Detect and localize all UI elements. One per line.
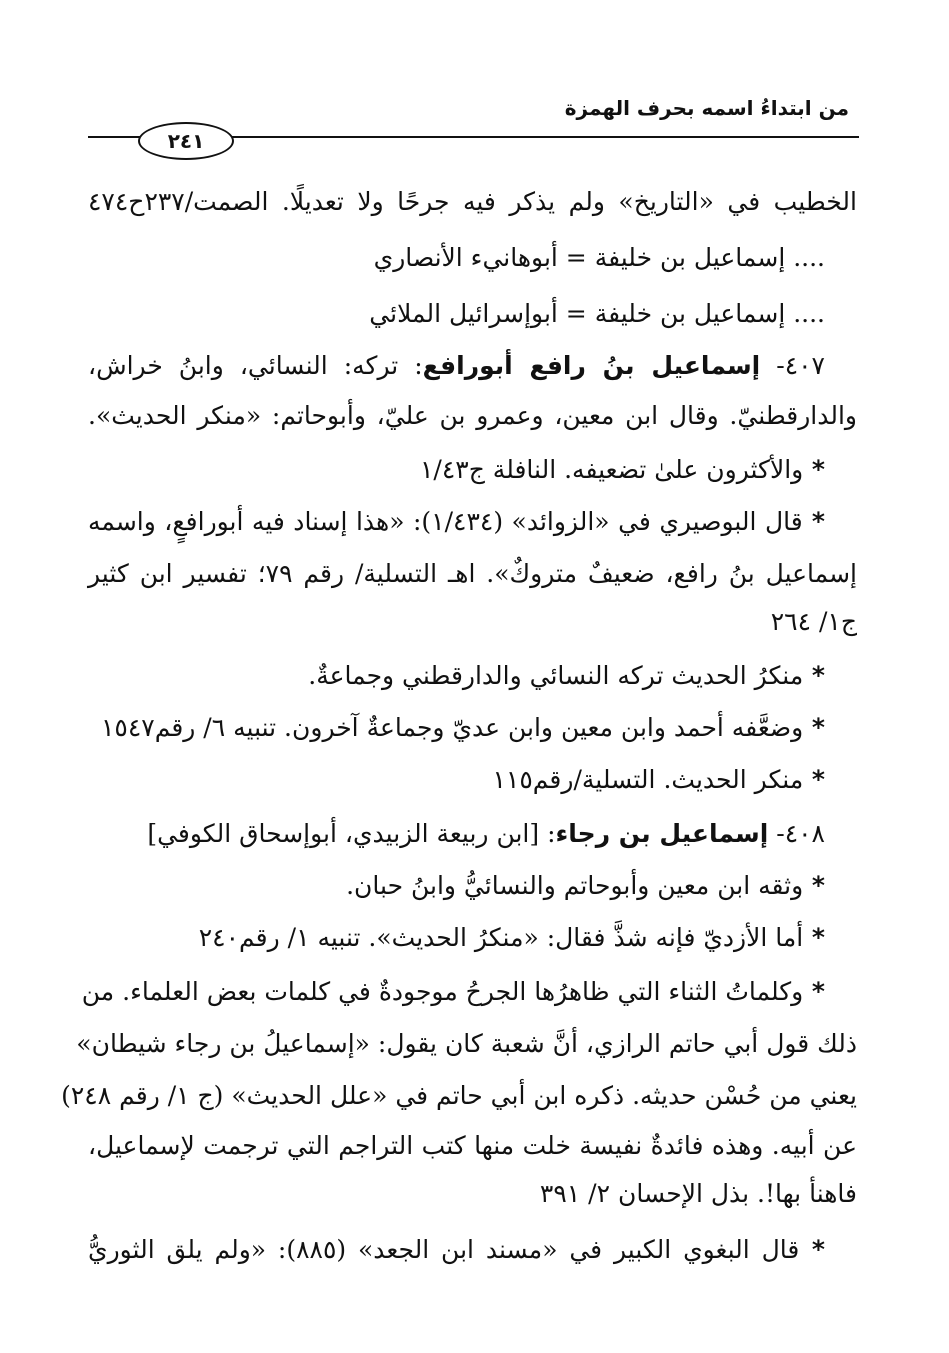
bullet-line: * منكر الحديث. التسلية/رقم١١٥ (492, 765, 825, 794)
narrator-name: إسماعيل بن رجاء (555, 819, 769, 848)
text-line: يعني من حُسْن حديثه. ذكره ابن أبي حاتم في «علل الحديث» (ج ١/ رقم ٢٤٨) (61, 1081, 857, 1110)
bullet-line: * قال البوصيري في «الزوائد» (١/٤٣٤): «هذا إسناد فيه أبورافعٍ، واسمه (88, 507, 826, 536)
text-line: .... إسماعيل بن خليفة = أبوإسرائيل الملائي (369, 299, 825, 328)
text-line: .... إسماعيل بن خليفة = أبوهانيء الأنصاري (373, 243, 825, 272)
text-line: ذلك قول أبي حاتم الرازي، أنَّ شعبة كان يقول: «إسماعيلُ بن رجاء شيطان» (76, 1029, 857, 1058)
text-line: والدارقطنيّ. وقال ابن معين، وعمرو بن عليّ، وأبوحاتم: «منكر الحديث». (88, 401, 857, 430)
bullet-line: * قال البغوي الكبير في «مسند ابن الجعد» (٨٨٥): «ولم يلق الثوريُّ (88, 1235, 825, 1264)
text-line: عن أبيه. وهذه فائدةٌ نفيسة خلت منها كتب التراجم التي ترجمت لإسماعيل، (88, 1131, 857, 1160)
narrator-name: إسماعيل بنُ رافع أبورافع (422, 351, 761, 380)
entry-heading-408: ٤٠٨- إسماعيل بن رجاء: [ابن ربيعة الزبيدي، أبوإسحاق الكوفي] (147, 819, 825, 848)
bullet-line: * والأكثرون علىٰ تضعيفه. النافلة ج١/٤٣ (420, 455, 825, 484)
text-line: ج١/ ٢٦٤ (770, 607, 857, 636)
text-line: الخطيب في «التاريخ» ولم يذكر فيه جرحًا ولا تعديلًا. الصمت/٢٣٧ح٤٧٤ (88, 187, 857, 216)
bullet-line: * منكرُ الحديث تركه النسائي والدارقطني وجماعةٌ. (308, 661, 825, 690)
entry-heading-407: ٤٠٧- إسماعيل بنُ رافع أبورافع: تركه: النسائي، وابنُ خراش، (88, 351, 825, 380)
bullet-line: * وثقه ابن معين وأبوحاتم والنسائيُّ وابنُ حبان. (346, 871, 825, 900)
page-number: ٢٤١ (138, 122, 234, 160)
bullet-line: * وكلماتُ الثناء التي ظاهرُها الجرحُ موجودةٌ في كلمات بعض العلماء. من (81, 977, 825, 1006)
text-line: إسماعيل بنُ رافع، ضعيفٌ متروكٌ». اهـ التسلية/ رقم ٧٩؛ تفسير ابن كثير (88, 559, 858, 588)
bullet-line: * أما الأزديّ فإنه شذَّ فقال: «منكرُ الحديث». تنبيه ١/ رقم٢٤٠ (198, 923, 825, 952)
bullet-line: * وضعَّفه أحمد وابن معين وابن عديّ وجماعةٌ آخرون. تنبيه ٦/ رقم١٥٤٧ (100, 713, 825, 742)
text-line: فاهنأ بها!. بذل الإحسان ٢/ ٣٩١ (539, 1179, 857, 1208)
running-header-title: من ابتداءُ اسمه بحرف الهمزة (564, 96, 849, 120)
